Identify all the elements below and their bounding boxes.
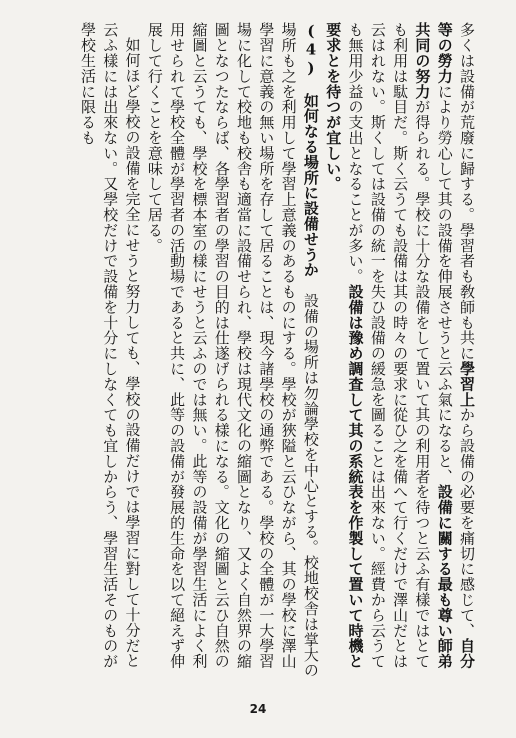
- p1-bold-own-labor: 自分等の勞力: [435, 22, 476, 669]
- page-number: 24: [249, 702, 267, 716]
- section-title: 如何なる場所に設備せうか: [301, 92, 320, 278]
- vertical-text-body: [77, 22, 478, 682]
- paragraph-outside-school: [77, 22, 144, 682]
- p1-bold-cooperation: 設備に關する最も尊い師弟共同の努力: [413, 22, 454, 669]
- section-number: (4): [301, 22, 320, 78]
- p3-text: 如何ほど學校の設備を完全にせうと努力しても、學校の設備だけでは學習に對して十分だと云ふ樣には出來ない。又學校だけで設備を十分にしなくても宜しからう、學習生活そのものが學校生活に限るも: [78, 22, 142, 669]
- p1-lead: 多くは設備が荒廢に歸する。學習者も敎師も共に: [458, 22, 476, 361]
- p1-bold-learning: 學習上: [458, 360, 476, 408]
- p1-mid-3: が得られる。學校に十分な設備をして置いて其の利用者を待つと云ふ有樣ではとても利用は駄目だ。斯く云うても設備は其の時々の要求に從ひ之を備へて行くだけで澤山だとは云はれない。斯くしては設備の統一を失ひ設備の緩急を圖ることは出來ない。經費から云うても無用少益の支出となることが多い。: [346, 22, 432, 669]
- p1-mid-1: から設備の必要を痛切に感じて、: [458, 407, 476, 639]
- paragraph-equipment-location: 設備の場所は勿論學校を中心とする。校地校舎は掌大の場所も之を利用して學習上意義のあるものにする。學校が狹隘と云ひながら、其の學校に澤山學習に意義の無い場所を存して居ることは、現今諸學校の通弊である。學校の全體が一大學習場に化して校地も校舎も適當に設備せられ、學校は現代文化の縮圖となり、又よく自然界の縮圖となつたならば、各學習者の學習の目的は仕遂げられる樣になる。文化の縮圖と云ひ自然の縮圖と云うても、學校を標本室の樣にせうと云ふのでは無い。此等の設備が學習生活によく利用せられて學校全體が學習者の活動場であると共に、此等の設備が發展的生命を以て絕えず伸展して行くことを意味して居る。: [145, 22, 320, 678]
- p1-mid-2: により勞心して其の設備を伸展させうと云ふ氣になると、: [435, 83, 454, 485]
- section-heading-and-paragraph: [144, 22, 322, 682]
- paragraph-equipment-decline: [322, 22, 478, 682]
- p1-bold-conclusion: 設備は豫め調査して其の系統表を作製して置いて時機と要求とを待つが宜しい。: [324, 22, 365, 669]
